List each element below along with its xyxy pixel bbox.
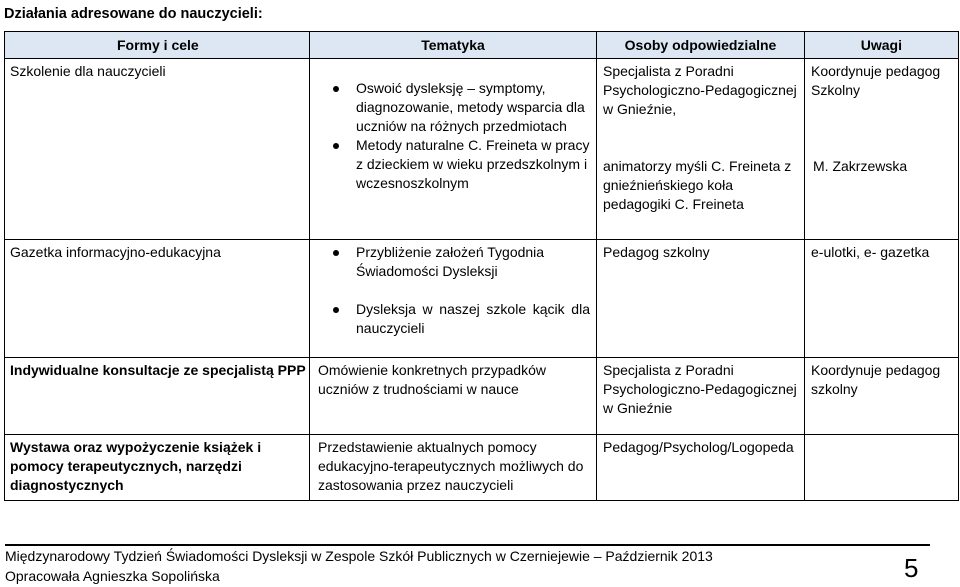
topics-cell: Omówienie konkretnych przypadków uczniów z trudnościami w nauce bbox=[310, 358, 597, 435]
persons-cell bbox=[597, 59, 805, 240]
notes-cell: Koordynuje pedagog szkolny bbox=[805, 358, 959, 435]
header-forms: Formy i cele bbox=[5, 32, 310, 59]
header-topics: Tematyka bbox=[310, 32, 597, 59]
topics-cell bbox=[310, 240, 597, 358]
list-item-text: Dysleksja w naszej szkole kącik dla nauczycieli bbox=[356, 301, 590, 336]
list-item bbox=[310, 300, 590, 338]
person-text: animatorzy myśli C. Freineta z gnieźnieńskiego koła pedagogiki C. Freineta bbox=[603, 158, 792, 212]
notes-cell bbox=[805, 435, 959, 501]
list-item: Metody naturalne C. Freineta w pracy z dzieckiem w wieku przedszkolnym i wczesnoszkolnym bbox=[310, 136, 590, 193]
footer-title: Międzynarodowy Tydzień Świadomości Dysleksji w Zespole Szkół Publicznych w Czerniejewie – Październik 2013 bbox=[5, 548, 713, 564]
notes-cell: e-ulotki, e- gazetka bbox=[805, 240, 959, 358]
table-row bbox=[5, 358, 959, 435]
note-text: Koordynuje pedagog Szkolny bbox=[811, 63, 941, 98]
persons-cell: Pedagog/Psycholog/Logopeda bbox=[597, 435, 805, 501]
page-number: 5 bbox=[904, 553, 919, 583]
table-row bbox=[5, 59, 959, 240]
form-cell: Wystawa oraz wypożyczenie książek i pomocy terapeutycznych, narzędzi diagnostycznych bbox=[5, 435, 310, 501]
section-heading: Działania adresowane do nauczycieli: bbox=[4, 6, 263, 22]
footer bbox=[5, 546, 713, 586]
persons-cell: Specjalista z Poradni Psychologiczno-Pedagogicznej w Gnieźnie bbox=[597, 358, 805, 435]
table-row bbox=[5, 240, 959, 358]
actions-table bbox=[4, 31, 959, 501]
topics-cell bbox=[310, 59, 597, 240]
form-cell: Indywidualne konsultacje ze specjalistą PPP bbox=[5, 358, 310, 435]
list-item: Oswoić dysleksję – symptomy, diagnozowanie, metody wsparcia dla uczniów na różnych przedmiotach bbox=[310, 79, 590, 136]
footer-author: Opracowała Agnieszka Sopolińska bbox=[5, 568, 220, 584]
header-notes: Uwagi bbox=[805, 32, 959, 59]
table-row bbox=[5, 435, 959, 501]
note-text: M. Zakrzewska bbox=[813, 158, 908, 174]
list-item: Przybliżenie założeń Tygodnia Świadomości Dysleksji bbox=[310, 243, 590, 281]
table-header-row bbox=[5, 32, 959, 59]
persons-cell: Pedagog szkolny bbox=[597, 240, 805, 358]
notes-cell bbox=[805, 59, 959, 240]
form-cell: Szkolenie dla nauczycieli bbox=[5, 59, 310, 240]
topics-cell: Przedstawienie aktualnych pomocy edukacyjno-terapeutycznych możliwych do zastosowania przez nauczycieli bbox=[310, 435, 597, 501]
person-text: Specjalista z Poradni Psychologiczno-Pedagogicznej w Gnieźnie, bbox=[603, 63, 797, 117]
header-persons: Osoby odpowiedzialne bbox=[597, 32, 805, 59]
form-cell: Gazetka informacyjno-edukacyjna bbox=[5, 240, 310, 358]
